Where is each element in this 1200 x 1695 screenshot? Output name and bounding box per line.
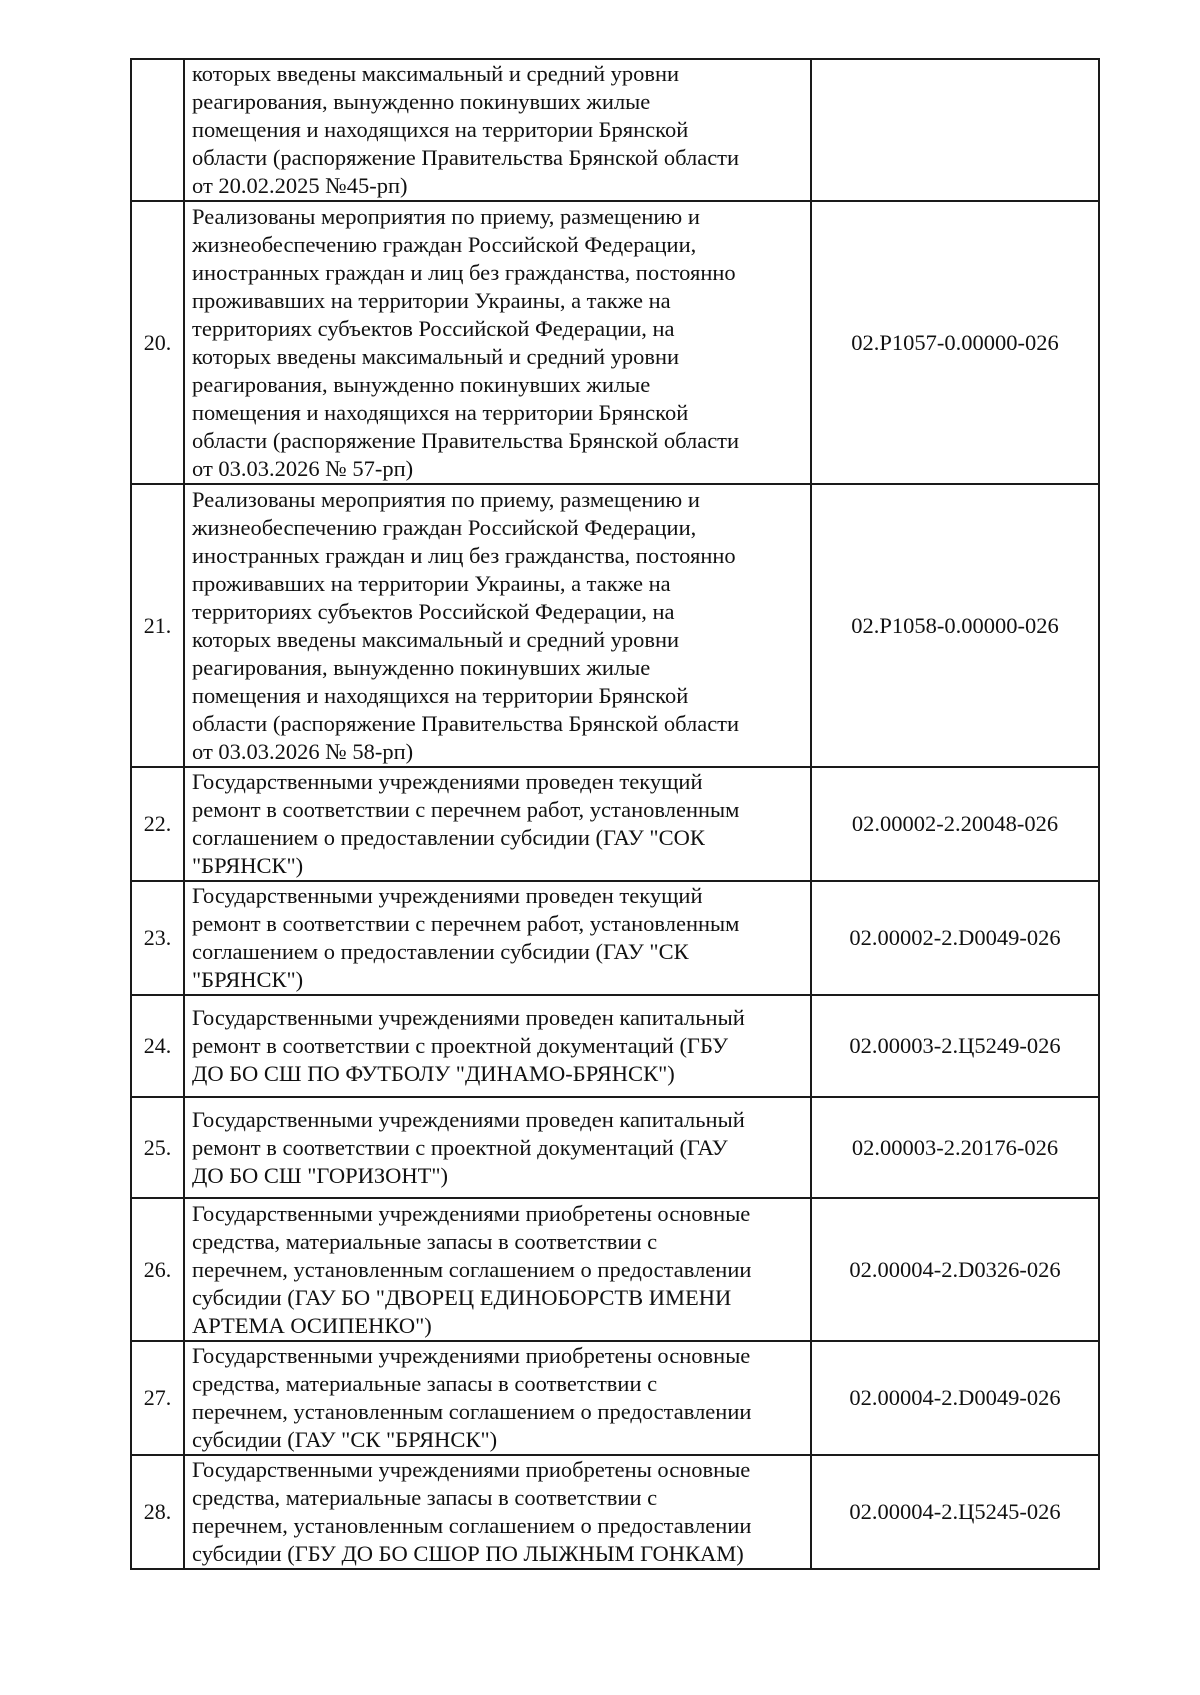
row-description: Государственными учреждениями проведен капитальный ремонт в соответствии с проектной документаций (ГБУ ДО БО СШ ПО ФУТБОЛУ "ДИНАМО-БРЯНСК") (184, 995, 811, 1097)
table-row (131, 1455, 1099, 1569)
results-table-body (131, 59, 1099, 1569)
row-code: 02.00004-2.D0326-026 (811, 1198, 1099, 1341)
table-row (131, 201, 1099, 484)
table-row (131, 1198, 1099, 1341)
row-description: Реализованы мероприятия по приему, размещению и жизнеобеспечению граждан Российской Федерации, иностранных граждан и лиц без гражданства, постоянно проживавших на территории Украины, а также на территориях субъектов Российской Федерации, на которых введены максимальный и средний уровни реагирования, вынужденно покинувших жилые помещения и находящихся на территории Брянской области (распоряжение Правительства Брянской области от 03.03.2026 № 58-рп) (184, 484, 811, 767)
row-code: 02.Р1057-0.00000-026 (811, 201, 1099, 484)
row-number (131, 59, 184, 201)
row-description: Государственными учреждениями приобретены основные средства, материальные запасы в соответствии с перечнем, установленным соглашением о предоставлении субсидии (ГАУ "СК "БРЯНСК") (184, 1341, 811, 1455)
row-number: 25. (131, 1097, 184, 1198)
row-number: 26. (131, 1198, 184, 1341)
row-number: 23. (131, 881, 184, 995)
row-description: Государственными учреждениями проведен текущий ремонт в соответствии с перечнем работ, установленным соглашением о предоставлении субсидии (ГАУ "СОК "БРЯНСК") (184, 767, 811, 881)
row-code: 02.00003-2.20176-026 (811, 1097, 1099, 1198)
row-number: 22. (131, 767, 184, 881)
row-code: 02.00003-2.Ц5249-026 (811, 995, 1099, 1097)
row-code: 02.00002-2.20048-026 (811, 767, 1099, 881)
row-number: 28. (131, 1455, 184, 1569)
row-code: 02.00004-2.Ц5245-026 (811, 1455, 1099, 1569)
table-row (131, 1097, 1099, 1198)
row-code: 02.00004-2.D0049-026 (811, 1341, 1099, 1455)
row-description: Государственными учреждениями проведен текущий ремонт в соответствии с перечнем работ, установленным соглашением о предоставлении субсидии (ГАУ "СК "БРЯНСК") (184, 881, 811, 995)
row-number: 24. (131, 995, 184, 1097)
row-description: Реализованы мероприятия по приему, размещению и жизнеобеспечению граждан Российской Федерации, иностранных граждан и лиц без гражданства, постоянно проживавших на территории Украины, а также на территориях субъектов Российской Федерации, на которых введены максимальный и средний уровни реагирования, вынужденно покинувших жилые помещения и находящихся на территории Брянской области (распоряжение Правительства Брянской области от 03.03.2026 № 57-рп) (184, 201, 811, 484)
row-description: Государственными учреждениями приобретены основные средства, материальные запасы в соответствии с перечнем, установленным соглашением о предоставлении субсидии (ГБУ ДО БО СШОР ПО ЛЫЖНЫМ ГОНКАМ) (184, 1455, 811, 1569)
row-number: 21. (131, 484, 184, 767)
row-number: 20. (131, 201, 184, 484)
row-code (811, 59, 1099, 201)
row-description: Государственными учреждениями приобретены основные средства, материальные запасы в соответствии с перечнем, установленным соглашением о предоставлении субсидии (ГАУ БО "ДВОРЕЦ ЕДИНОБОРСТВ ИМЕНИ АРТЕМА ОСИПЕНКО") (184, 1198, 811, 1341)
table-row (131, 881, 1099, 995)
table-row (131, 767, 1099, 881)
row-description: Государственными учреждениями проведен капитальный ремонт в соответствии с проектной документаций (ГАУ ДО БО СШ "ГОРИЗОНТ") (184, 1097, 811, 1198)
results-table (130, 58, 1100, 1570)
table-row (131, 1341, 1099, 1455)
table-row (131, 995, 1099, 1097)
row-description: которых введены максимальный и средний уровни реагирования, вынужденно покинувших жилые помещения и находящихся на территории Брянской области (распоряжение Правительства Брянской области от 20.02.2025 №45-рп) (184, 59, 811, 201)
table-row (131, 59, 1099, 201)
table-row (131, 484, 1099, 767)
row-code: 02.Р1058-0.00000-026 (811, 484, 1099, 767)
row-code: 02.00002-2.D0049-026 (811, 881, 1099, 995)
row-number: 27. (131, 1341, 184, 1455)
